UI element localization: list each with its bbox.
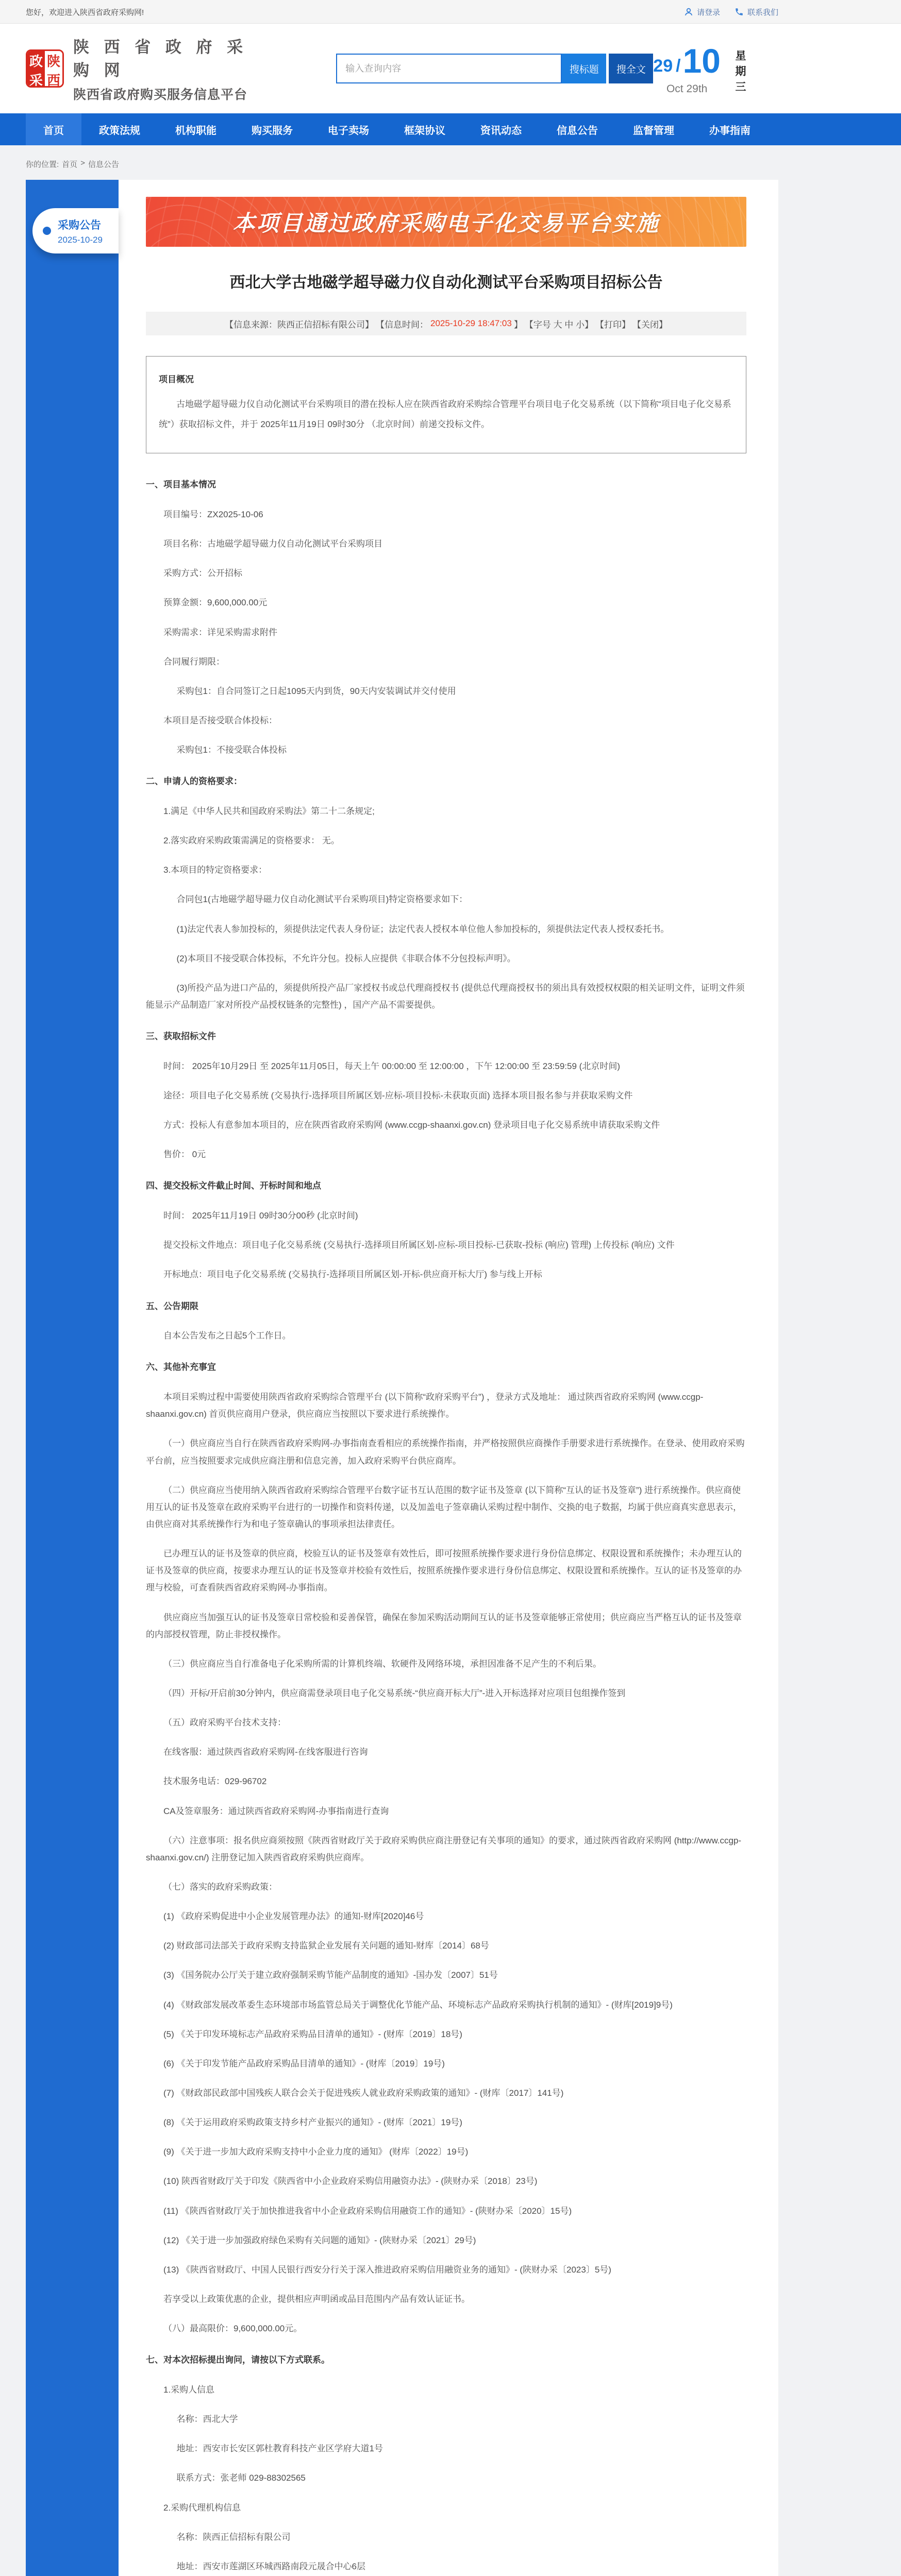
doc-paragraph: 提交投标文件地点：项目电子化交易系统 (交易执行-选择项目所属区划-应标-项目投标-已获取-投标 (响应) 管理) 上传投标 (响应) 文件 — [163, 1240, 675, 1250]
overview-heading: 项目概况 — [159, 375, 194, 384]
platform-banner — [146, 197, 746, 247]
doc-paragraph: 2.落实政府采购政策需满足的资格要求： 无。 — [163, 836, 340, 846]
date-weekday: 星期三 — [734, 50, 746, 96]
contact-link[interactable] — [735, 7, 778, 18]
nav-item-3[interactable]: 机构职能 — [175, 125, 216, 137]
doc-paragraph: 采购需求：详见采购需求附件 — [163, 627, 277, 637]
doc-paragraph: 本项目采购过程中需要使用陕西省政府采购综合管理平台 (以下简称“政府采购平台”) ，登录方式及地址： 通过陕西省政府采购网 (www.ccgp-shaanxi.gov.cn) 首页供应商用户登录，供应商应当按照以下要求进行系统操作。 — [146, 1392, 704, 1419]
doc-paragraph: 2.采购代理机构信息 — [163, 2502, 241, 2513]
doc-paragraph: (13) 《陕西省财政厅、中国人民银行西安分行关于深入推进政府采购信用融资业务的通知》- (陕财办采〔2023〕5号) — [163, 2264, 611, 2275]
nav-item-2[interactable]: 政策法规 — [99, 125, 140, 137]
meta-action[interactable]: 【字号 大 中 小】 — [524, 319, 594, 330]
welcome-text: 您好，欢迎进入陕西省政府采购网! — [26, 8, 144, 17]
doc-paragraph: (7) 《财政部民政部中国残疾人联合会关于促进残疾人就业政府采购政策的通知》- (财库〔2017〕141号) — [163, 2088, 564, 2098]
document-body — [146, 477, 746, 2576]
category-sidebar — [26, 180, 119, 2576]
project-overview-box — [146, 356, 746, 453]
doc-paragraph: CA及签章服务：通过陕西省政府采购网-办事指南进行查询 — [163, 1806, 389, 1816]
content-card — [26, 180, 778, 2576]
doc-paragraph: 时间： 2025年11月19日 09时30分00秒 (北京时间) — [163, 1211, 358, 1221]
section-heading: 七、对本次招标提出询问，请按以下方式联系。 — [146, 2355, 330, 2365]
site-logo — [26, 49, 64, 88]
nav-item-7[interactable]: 资讯动态 — [480, 125, 522, 137]
date-english: Oct 29th — [666, 83, 708, 95]
doc-paragraph: (3)所投产品为进口产品的，须提供所投产品厂家授权书或总代理商授权书 (提供总代理商授权书的须出具有效授权权限的相关证明文件，证明文件须能显示产品制造厂家对所投产品授权链条的完整性) ，国产产品不需要提供。 — [146, 982, 745, 1010]
doc-paragraph: 途径：项目电子化交易系统 (交易执行-选择项目所属区划-应标-项目投标-未获取页面) 选择本项目报名参与并获取采购文件 — [163, 1090, 633, 1100]
doc-paragraph: 预算金额：9,600,000.00元 — [163, 598, 268, 608]
meta-publish-time: 2025-10-29 18:47:03 — [430, 318, 512, 328]
doc-paragraph: （二）供应商应当使用纳入陕西省政府采购综合管理平台数字证书互认范围的数字证书及签章 (以下简称“互认的证书及签章”) 进行系统操作。供应商使用互认的证书及签章在政府采购平台进行的一切操作和资料传递，以及加盖电子签章确认采购过程中制作、交换的电子数据，均属于供应商真实意思表示，由供应商对其系统操作行为和电子签章确认的事项承担法律责任。 — [146, 1485, 742, 1530]
doc-paragraph: （一）供应商应当自行在陕西省政府采购网-办事指南查看相应的系统操作指南，并严格按照供应商操作手册要求进行系统操作。在登录、使用政府采购平台前，应当按照要求完成供应商注册和信息完善，加入政府采购平台供应商库。 — [146, 1438, 745, 1466]
section-heading: 六、其他补充事宜 — [146, 1362, 216, 1372]
doc-paragraph: （六）注意事项：报名供应商须按照《陕西省财政厅关于政府采购供应商注册登记有关事项的通知》的要求，通过陕西省政府采购网 (http://www.ccgp-shaanxi.gov.cn/) 注册登记加入陕西省政府采购供应商库。 — [146, 1835, 742, 1862]
doc-paragraph: （三）供应商应当自行准备电子化采购所需的计算机终端、软硬件及网络环境，承担因准备不足产生的不利后果。 — [163, 1658, 602, 1669]
section-heading: 五、公告期限 — [146, 1301, 198, 1311]
doc-paragraph: (1)法定代表人参加投标的，须提供法定代表人身份证；法定代表人授权本单位他人参加投标的，须提供法定代表人授权委托书。 — [176, 924, 670, 934]
doc-paragraph: 时间： 2025年10月29日 至 2025年11月05日，每天上午 00:00:00 至 12:00:00 ，下午 12:00:00 至 23:59:59 (北京时间) — [163, 1061, 620, 1071]
doc-paragraph: (2)本项目不接受联合体投标，不允许分包。投标人应提供《非联合体不分包投标声明》。 — [176, 953, 516, 963]
banner-text: 本项目通过政府采购电子化交易平台实施 — [232, 211, 660, 236]
sidebar-category-card[interactable] — [32, 208, 119, 253]
doc-paragraph: (2) 财政部司法部关于政府采购支持监狱企业发展有关问题的通知-财库〔2014〕68号 — [163, 1941, 489, 1951]
meta-action[interactable]: 【打印】 — [595, 319, 631, 330]
search-input[interactable] — [336, 54, 562, 83]
doc-paragraph: 在线客服：通过陕西省政府采购网-在线客服进行咨询 — [163, 1747, 368, 1757]
search-bar — [336, 54, 653, 83]
date-day: 29 — [653, 56, 673, 76]
date-slash: / — [676, 56, 681, 76]
doc-paragraph: (12) 《关于进一步加强政府绿色采购有关问题的通知》- (陕财办采〔2021〕29号) — [163, 2235, 476, 2245]
sidebar-category-date: 2025-10-29 — [58, 234, 103, 245]
doc-paragraph: 开标地点：项目电子化交易系统 (交易执行-选择项目所属区划-开标-供应商开标大厅) 参与线上开标 — [163, 1269, 542, 1280]
sidebar-category-label: 采购公告 — [58, 219, 101, 231]
section-heading: 四、提交投标文件截止时间、开标时间和地点 — [146, 1181, 321, 1191]
logo-char: 采 — [29, 73, 43, 88]
doc-paragraph: 合同履行期限： — [163, 656, 225, 667]
doc-paragraph: 1.采购人信息 — [163, 2385, 215, 2395]
doc-paragraph: 售价： 0元 — [163, 1149, 206, 1160]
site-name: 陕 西 省 政 府 采 购 网 — [73, 38, 248, 79]
doc-paragraph: 采购方式：公开招标 — [163, 568, 242, 579]
logo-char: 陕 — [46, 54, 60, 69]
breadcrumb-separator: > — [80, 159, 85, 167]
doc-paragraph: 若享受以上政策优惠的企业，提供相应声明函或品目范围内产品有效认证证书。 — [163, 2294, 470, 2304]
doc-paragraph: 合同包1(古地磁学超导磁力仪自动化测试平台采购项目)特定资格要求如下： — [176, 894, 468, 905]
doc-paragraph: (5) 《关于印发环境标志产品政府采购品目清单的通知》- (财库〔2019〕18号) — [163, 2029, 462, 2039]
doc-paragraph: 采购包1：自合同签订之日起1095天内到货，90天内安装调试并交付使用 — [176, 686, 456, 696]
search-fulltext-button[interactable]: 搜全文 — [609, 54, 653, 83]
login-label: 请登录 — [696, 8, 720, 17]
breadcrumb-home[interactable]: 首页 — [62, 160, 78, 169]
doc-paragraph: 3.本项目的特定资格要求： — [163, 865, 268, 875]
doc-paragraph: (1) 《政府采购促进中小企业发展管理办法》的通知-财库[2020]46号 — [163, 1911, 424, 1922]
doc-paragraph: （七）落实的政府采购政策： — [163, 1882, 277, 1892]
doc-paragraph: 技术服务电话：029-96702 — [163, 1776, 267, 1787]
article-meta-bar — [146, 312, 746, 335]
search-title-button[interactable]: 搜标题 — [562, 54, 606, 83]
login-link[interactable] — [684, 7, 720, 18]
bullet-dot-icon — [43, 227, 51, 235]
date-widget — [653, 41, 778, 96]
breadcrumb-prefix: 你的位置: — [26, 160, 59, 169]
user-icon — [684, 7, 693, 16]
doc-paragraph: (9) 《关于进一步加大政府采购支持中小企业力度的通知》 (财库〔2022〕19号) — [163, 2147, 469, 2157]
nav-item-4[interactable]: 购买服务 — [252, 125, 293, 137]
doc-paragraph: 已办理互认的证书及签章的供应商，校验互认的证书及签章有效性后，即可按照系统操作要求进行身份信息绑定、权限设置和系统操作；未办理互认的证书及签章的供应商，按要求办理互认的证书及签章并校验有效性后，按照系统操作要求进行身份信息绑定、权限设置和系统操作。互认的证书及签章的办理与校验，可查看陕西省政府采购网-办事指南。 — [146, 1549, 742, 1593]
announcement-article — [119, 180, 778, 2576]
doc-paragraph: 名称：陕西正信招标有限公司 — [176, 2532, 291, 2542]
doc-paragraph: 本项目是否接受联合体投标： — [163, 715, 277, 725]
nav-item-1[interactable]: 首页 — [26, 113, 81, 145]
doc-paragraph: 地址：西安市莲湖区环城西路南段元晟合中心6层 — [176, 2561, 365, 2571]
nav-item-6[interactable]: 框架协议 — [404, 125, 445, 137]
nav-item-9[interactable]: 监督管理 — [633, 125, 674, 137]
doc-paragraph: 供应商应当加强互认的证书及签章日常校验和妥善保管，确保在参加采购活动期间互认的证书及签章能够正常使用；供应商应当严格互认的证书及签章的内部授权管理，防止非授权操作。 — [146, 1612, 742, 1639]
breadcrumb-current[interactable]: 信息公告 — [88, 160, 119, 169]
section-heading: 一、项目基本情况 — [146, 480, 216, 490]
doc-paragraph: (8) 《关于运用政府采购政策支持乡村产业振兴的通知》- (财库〔2021〕19号) — [163, 2117, 462, 2128]
doc-paragraph: 项目编号：ZX2025-10-06 — [163, 509, 263, 519]
doc-paragraph: 名称：西北大学 — [176, 2414, 238, 2425]
logo-char: 政 — [29, 54, 43, 69]
phone-icon — [735, 7, 744, 16]
contact-label: 联系我们 — [747, 8, 778, 17]
logo-char: 西 — [46, 73, 60, 88]
site-subtitle: 陕西省政府购买服务信息平台 — [73, 88, 248, 102]
nav-item-10[interactable]: 办事指南 — [709, 125, 750, 137]
doc-paragraph: 联系方式：张老师 029-88302565 — [176, 2473, 306, 2483]
meta-part: 【信息时间： — [375, 319, 428, 330]
doc-paragraph: (3) 《国务院办公厅关于建立政府强制采购节能产品制度的通知》-国办发〔2007〕51号 — [163, 1970, 498, 1980]
doc-paragraph: 采购包1：不接受联合体投标 — [176, 745, 287, 755]
doc-paragraph: (11) 《陕西省财政厅关于加快推进我省中小企业政府采购信用融资工作的通知》- (陕财办采〔2020〕15号) — [163, 2206, 572, 2216]
section-heading: 三、获取招标文件 — [146, 1031, 216, 1042]
doc-paragraph: （八）最高限价：9,600,000.00元。 — [163, 2324, 303, 2334]
doc-paragraph: (4) 《财政部发展改革委生态环境部市场监管总局关于调整优化节能产品、环境标志产品政府采购执行机制的通知》- (财库[2019]9号) — [163, 1999, 673, 2010]
nav-item-8[interactable]: 信息公告 — [557, 125, 598, 137]
doc-paragraph: 地址：西安市长安区郭杜教育科技产业区学府大道1号 — [176, 2444, 383, 2454]
doc-paragraph: 项目名称：古地磁学超导磁力仪自动化测试平台采购项目 — [163, 539, 382, 549]
section-heading: 二、申请人的资格要求： — [146, 776, 242, 787]
doc-paragraph: 自本公告发布之日起5个工作日。 — [163, 1331, 291, 1341]
nav-items — [26, 113, 778, 145]
doc-paragraph: (10) 陕西省财政厅关于印发《陕西省中小企业政府采购信用融资办法》- (陕财办采〔2018〕23号) — [163, 2176, 538, 2187]
overview-text: 古地磁学超导磁力仪自动化测试平台采购项目的潜在投标人应在陕西省政府采购综合管理平台项目电子化交易系统（以下简称“项目电子化交易系统”）获取招标文件，并于 2025年11月19日 09时30分 （北京时间）前递交投标文件。 — [159, 399, 731, 430]
doc-paragraph: （五）政府采购平台技术支持： — [163, 1718, 286, 1728]
doc-paragraph: 1.满足《中华人民共和国政府采购法》第二十二条规定; — [163, 806, 375, 816]
site-header — [0, 24, 901, 113]
top-utility-bar — [0, 0, 901, 24]
main-navigation — [0, 113, 901, 145]
date-month: 10 — [682, 42, 721, 80]
doc-paragraph: (6) 《关于印发节能产品政府采购品目清单的通知》- (财库〔2019〕19号) — [163, 2058, 445, 2069]
page-title: 西北大学古地磁学超导磁力仪自动化测试平台采购项目招标公告 — [229, 274, 663, 291]
meta-action[interactable]: 【关闭】 — [632, 319, 668, 330]
meta-part: 】 — [513, 319, 523, 330]
doc-paragraph: （四）开标/开启前30分钟内，供应商需登录项目电子化交易系统-“供应商开标大厅”-进入开标选择对应项目包组操作签到 — [163, 1688, 626, 1699]
doc-paragraph: 方式：投标人有意参加本项目的，应在陕西省政府采购网 (www.ccgp-shaanxi.gov.cn) 登录项目电子化交易系统申请获取采购文件 — [163, 1120, 660, 1130]
breadcrumb — [26, 145, 778, 180]
nav-item-5[interactable]: 电子卖场 — [328, 125, 369, 137]
meta-part: 【信息来源：陕西正信招标有限公司】 — [224, 319, 374, 330]
